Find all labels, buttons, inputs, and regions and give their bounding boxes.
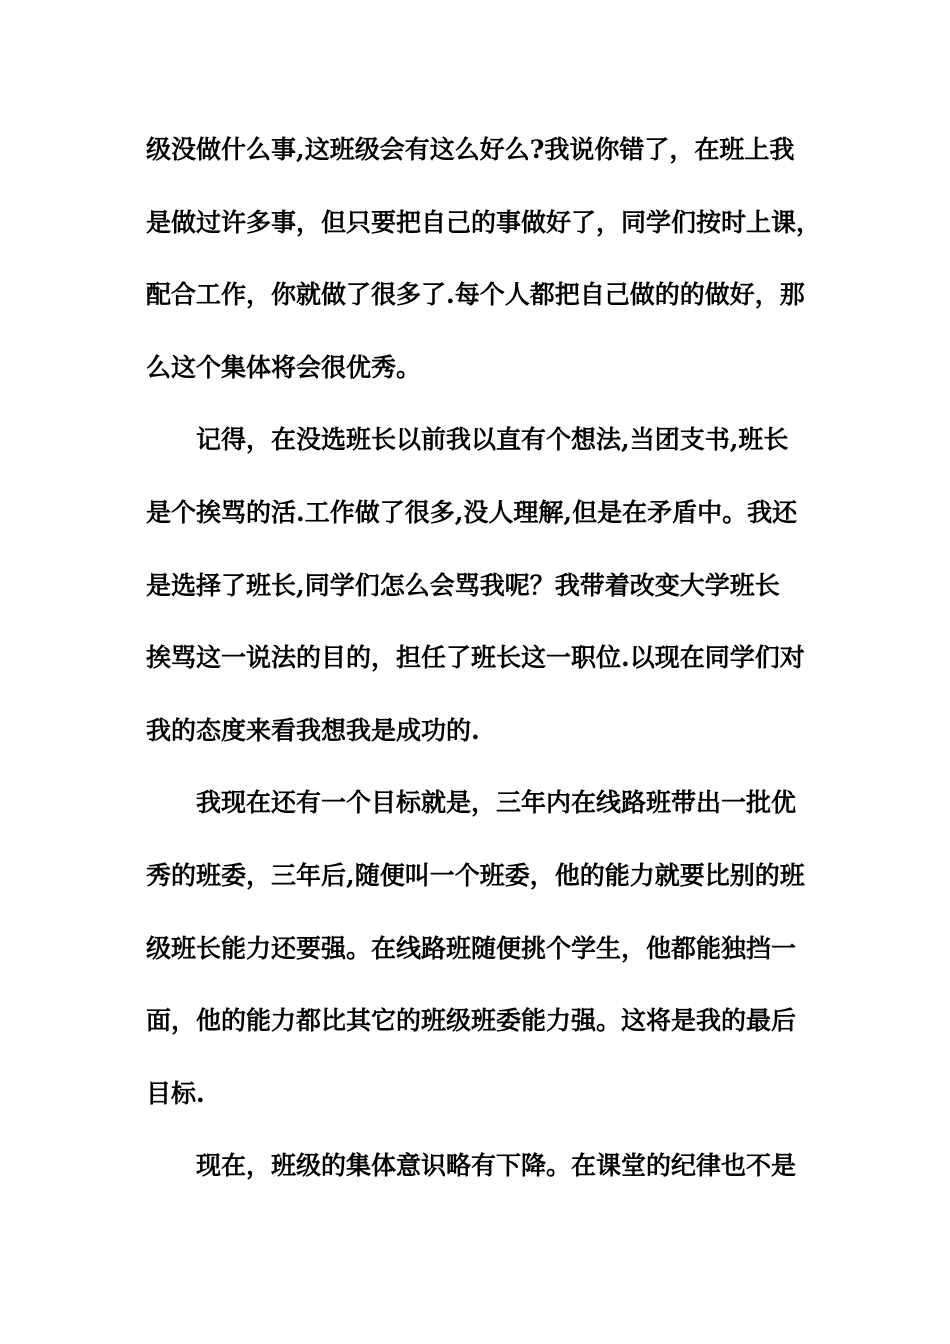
paragraph-first-line: 记得，在没选班长以前我以直有个想法,当团支书,班长 <box>196 425 789 455</box>
paragraph-first-line: 我现在还有一个目标就是，三年内在线路班带出一批优 <box>196 788 797 818</box>
paragraph-first-line: 现在，班级的集体意识略有下降。在课堂的纪律也不是 <box>196 1151 797 1181</box>
text-line: 秀的班委，三年后,随便叫一个班委，他的能力就要比别的班 <box>146 860 805 890</box>
text-line: 是做过许多事，但只要把自己的事做好了，同学们按时上课， <box>146 207 822 237</box>
text-line: 配合工作，你就做了很多了.每个人都把自己做的的做好，那 <box>146 280 805 310</box>
text-line: 级班长能力还要强。在线路班随便挑个学生，他都能独挡一 <box>146 933 797 963</box>
document-body <box>146 120 822 1209</box>
text-line: 是个挨骂的活.工作做了很多,没人理解,但是在矛盾中。我还 <box>146 497 798 527</box>
text-line: 么这个集体将会很优秀。 <box>146 352 422 382</box>
text-line: 级没做什么事,这班级会有这么好么?我说你错了，在班上我 <box>146 135 795 164</box>
text-line: 是选择了班长,同学们怎么会骂我呢？我带着改变大学班长 <box>146 570 780 600</box>
text-line: 目标. <box>146 1078 205 1108</box>
text-line: 挨骂这一说法的目的，担任了班长这一职位.以现在同学们对 <box>146 643 805 673</box>
text-line: 我的态度来看我想我是成功的. <box>146 715 480 745</box>
text-line: 面，他的能力都比其它的班级班委能力强。这将是我的最后 <box>146 1006 797 1036</box>
